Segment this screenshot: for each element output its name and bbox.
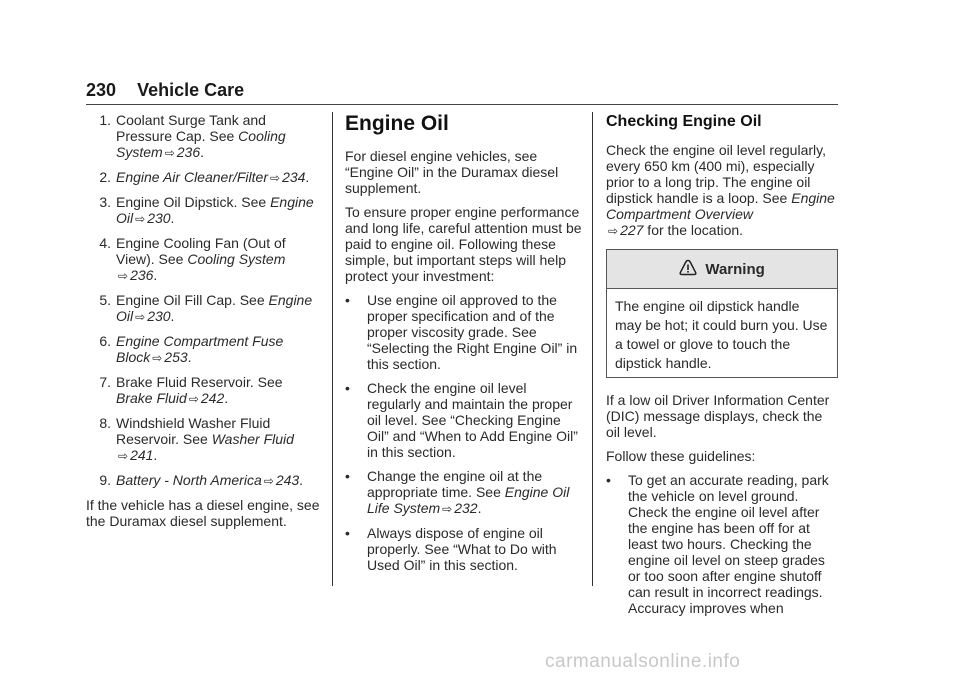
paragraph: To ensure proper engine performance and long life, careful attention must be paid to engine oil. Following these simple, but important steps will help protect your investment:	[345, 204, 582, 284]
warning-header	[607, 250, 837, 289]
paragraph: Follow these guidelines:	[606, 448, 756, 464]
column-divider	[592, 112, 593, 586]
header-rule	[86, 104, 838, 105]
bullet-icon: •	[345, 468, 350, 484]
column-3	[606, 112, 838, 624]
cross-reference-link[interactable]: Engine Oil	[116, 194, 314, 226]
column-1	[86, 112, 322, 537]
warning-title: Warning	[705, 260, 765, 278]
page-ref-arrow-icon: ⇨	[118, 449, 129, 463]
page-ref-arrow-icon: ⇨	[188, 392, 199, 406]
warning-text: The engine oil dipstick handle may be hot; it could burn you. Use a towel or glove to touch the dipstick handle.	[615, 298, 828, 371]
cross-reference-link[interactable]: Engine Oil	[116, 292, 313, 324]
cross-reference-link[interactable]: Engine Compartment Fuse Block	[116, 333, 284, 365]
cross-reference-link[interactable]: Cooling System	[116, 128, 286, 160]
list-item: • Change the engine oil at the appropriate time. See Engine Oil Life System ⇨ 232.	[345, 468, 570, 516]
subsection-heading: Checking Engine Oil	[606, 113, 762, 130]
page-ref-arrow-icon: ⇨	[263, 474, 274, 488]
list-item: 5. Engine Oil Fill Cap. See Engine Oil ⇨ 230.	[99, 292, 313, 324]
column-divider	[332, 112, 333, 586]
paragraph: For diesel engine vehicles, see “Engine Oil” in the Duramax diesel supplement.	[345, 148, 559, 196]
cross-reference-link[interactable]: Engine Compartment Overview	[606, 190, 835, 222]
page-ref-arrow-icon: ⇨	[164, 146, 175, 160]
cross-reference-link[interactable]: Cooling System	[187, 251, 286, 267]
page-header	[86, 80, 244, 101]
section-title: Vehicle Care	[137, 80, 245, 100]
list-item: • To get an accurate reading, park the vehicle on level ground. Check the engine oil level after the engine has been off for at least two hours. Checking the engine oil level on steep grades or too soon after engine shutoff can result in incorrect readings. Accuracy improves when	[606, 472, 829, 616]
page-ref-arrow-icon: ⇨	[118, 269, 129, 283]
list-item: • Check the engine oil level regularly and maintain the proper oil level. See “Checking Engine Oil” and “When to Add Engine Oil” in this section.	[345, 380, 578, 460]
page-number: 230	[86, 80, 117, 100]
cross-reference-link[interactable]: Battery - North America	[116, 472, 262, 488]
page-ref-arrow-icon: ⇨	[442, 502, 453, 516]
bullet-icon: •	[345, 292, 350, 308]
section-heading: Engine Oil	[345, 112, 449, 135]
cross-reference-link[interactable]: Washer Fluid	[211, 431, 294, 447]
list-item: • Always dispose of engine oil properly. See “What to Do with Used Oil” in this section.	[345, 525, 557, 573]
list-item: 2. Engine Air Cleaner/Filter ⇨ 234.	[99, 169, 310, 185]
diesel-note: If the vehicle has a diesel engine, see the Duramax diesel supplement.	[86, 497, 320, 529]
page-ref-arrow-icon: ⇨	[135, 310, 146, 324]
page-ref-arrow-icon: ⇨	[608, 224, 619, 238]
paragraph: Check the engine oil level regularly, every 650 km (400 mi), especially prior to a long trip. The engine oil dipstick handle is a loop. See Engine Compartment Overview ⇨ 227 for the location.	[606, 142, 835, 238]
page-ref-arrow-icon: ⇨	[270, 171, 281, 185]
cross-reference-link[interactable]: Brake Fluid	[116, 390, 187, 406]
cross-reference-link[interactable]: Engine Oil Life System	[367, 484, 570, 516]
page-ref-arrow-icon: ⇨	[152, 351, 163, 365]
list-item: 3. Engine Oil Dipstick. See Engine Oil ⇨ 230.	[99, 194, 314, 226]
warning-symbol-icon	[679, 259, 697, 281]
paragraph: If a low oil Driver Information Center (DIC) message displays, check the oil level.	[606, 392, 830, 440]
bullet-icon: •	[606, 472, 611, 488]
column-2	[345, 112, 583, 581]
warning-box	[606, 249, 838, 378]
watermark: carmanualsonline.info	[545, 651, 741, 672]
list-item: 4. Engine Cooling Fan (Out of View). See Cooling System ⇨ 236.	[99, 235, 286, 283]
list-item: 9. Battery - North America ⇨ 243.	[99, 472, 304, 488]
page-ref-arrow-icon: ⇨	[135, 212, 146, 226]
list-item: • Use engine oil approved to the proper specification and of the proper viscosity grade. See “Selecting the Right Engine Oil” in this section.	[345, 292, 578, 372]
list-item: 7. Brake Fluid Reservoir. See Brake Fluid ⇨ 242.	[99, 374, 283, 406]
bullet-icon: •	[345, 380, 350, 396]
bullet-icon: •	[345, 525, 350, 541]
list-item: 8. Windshield Washer Fluid Reservoir. See Washer Fluid ⇨ 241.	[99, 415, 294, 463]
list-item: 6. Engine Compartment Fuse Block ⇨ 253.	[99, 333, 284, 365]
cross-reference-link[interactable]: Engine Air Cleaner/Filter	[116, 169, 268, 185]
list-item: 1. Coolant Surge Tank and Pressure Cap. See Cooling System ⇨ 236.	[99, 112, 286, 160]
